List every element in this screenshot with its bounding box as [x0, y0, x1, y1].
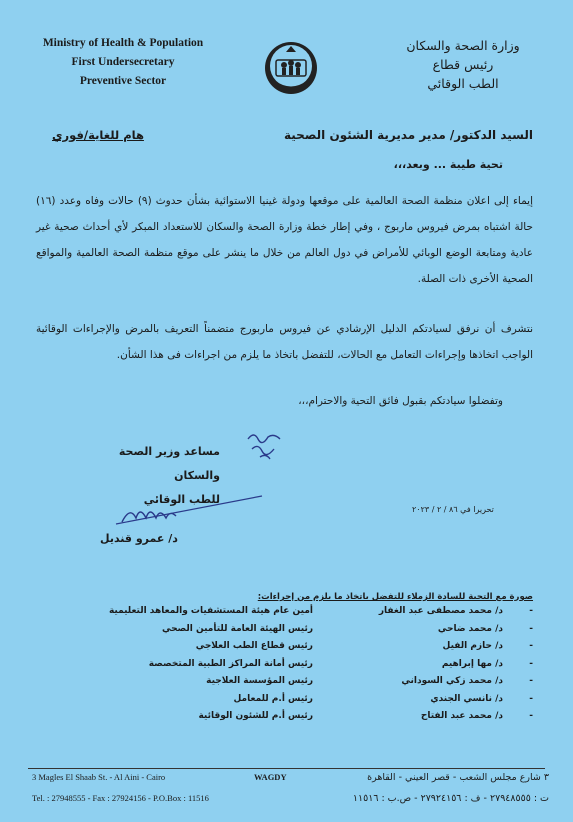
- letter-date: تحريرا في ٨٦ ‏/ ٢ / ٢٠٢٣: [412, 505, 494, 514]
- cc-recipient-name: د/ محمد ضاحي: [437, 623, 503, 634]
- urgency-label: هام للغاية/فوري: [52, 128, 144, 142]
- cc-dash: -: [529, 658, 533, 669]
- cc-recipient-name: د/ محمد مصطفى عبد الغفار: [378, 606, 503, 616]
- body-paragraph-2: نتشرف أن نرفق لسيادتكم الدليل الإرشادي عن فيروس ماربورج متضمناً التعريف بالمرض والإجراءات الوقائية الواجب اتخاذها وإجراءات التعامل مع الحالات، للتفضل باتخاذ ما يلزم من اجراءات فى هذا الشأن.: [36, 323, 533, 361]
- cc-row: [60, 676, 533, 694]
- sector-ar: الطب الوقائي: [427, 76, 499, 91]
- cc-heading: صورة مع التحية للسادة الزملاء للتفضل باتخاذ ما يلزم من إجراءات:: [257, 592, 533, 602]
- cc-dash: -: [529, 623, 533, 634]
- cc-recipient-name: د/ مها إبراهيم: [441, 658, 503, 669]
- cc-recipient-title: رئيس المؤسسة العلاجية: [206, 676, 313, 686]
- cc-recipient-title: أمين عام هيئة المستشفيات والمعاهد التعليمية: [108, 606, 313, 616]
- cc-row: [60, 624, 533, 642]
- cc-recipient-title: رئيس الهيئة العامة للتأمين الصحي: [161, 623, 313, 634]
- typist-initials: WAGDY: [254, 772, 287, 782]
- cc-recipient-title: رئيس أمانة المراكز الطبية المتخصصة: [148, 658, 313, 669]
- cc-recipient-title: رئيس أ.م للشئون الوقائية: [198, 711, 313, 721]
- addressee: السيد الدكتور/ مدير مديرية الشئون الصحية: [284, 128, 533, 142]
- footer-address-ar: ٣ شارع مجلس الشعب - قصر العيني - القاهرة: [367, 772, 549, 783]
- footer-divider: [28, 768, 545, 769]
- signatory-title-line2: للطب الوقائي: [143, 493, 220, 506]
- undersecretary-en: First Undersecretary: [71, 56, 175, 68]
- cc-dash: -: [529, 711, 533, 721]
- signature-icon: [112, 492, 267, 532]
- cc-row: [60, 659, 533, 677]
- footer-address-en: 3 Magles El Shaab St. - Al Aini - Cairo: [32, 772, 166, 782]
- handwritten-initials-icon: [240, 425, 290, 465]
- cc-recipient-name: د/ محمد زكي السوداني: [401, 676, 503, 686]
- cc-recipient-name: د/ نانسي الجندي: [430, 693, 503, 704]
- cc-list: [60, 606, 533, 729]
- cc-recipient-name: د/ محمد عبد الفتاح: [420, 711, 503, 721]
- cc-recipient-title: رئيس أ.م للمعامل: [233, 693, 313, 704]
- cc-row: [60, 711, 533, 729]
- cc-recipient-title: رئيس قطاع الطب العلاجي: [195, 641, 313, 651]
- cc-row: [60, 641, 533, 659]
- undersecretary-ar: رئيس قطاع: [432, 57, 494, 72]
- cc-row: [60, 694, 533, 712]
- cc-dash: -: [529, 693, 533, 704]
- ministry-header-ar: [373, 36, 553, 93]
- ministry-header-en: [18, 34, 228, 91]
- ministry-name-ar: وزارة الصحة والسكان: [406, 38, 520, 53]
- cc-row: [60, 606, 533, 624]
- cc-dash: -: [529, 676, 533, 686]
- closing-line: وتفضلوا سيادتكم بقبول فائق التحية والاحترام،،،: [298, 395, 503, 407]
- cc-dash: -: [529, 641, 533, 651]
- sector-en: Preventive Sector: [79, 75, 167, 87]
- body-paragraph-1: إيماء إلى اعلان منظمة الصحة العالمية على موقعها ودولة غينيا الاستوائية بشأن حدوث (٩) حالات وفاه وعدد (١٦) حالة اشتباه بمرض فيروس ماربوج ، وفي إطار خطة وزارة الصحة والسكان للاستعداد المبكر لأي أحداث صحية غير عادية ومتابعة الوضع الوبائي للأمراض في دول العالم من خلال ما ينشر على موقع منظمة الصحة العالمية والمواقع الصحية الأخرى ذات الصلة.: [36, 195, 533, 285]
- signatory-title-line1: مساعد وزير الصحة والسكان: [118, 445, 220, 482]
- cc-dash: -: [529, 606, 533, 616]
- footer-phone-ar: ت : ٢٧٩٤٨٥٥٥ - ف : ٢٧٩٢٤١٥٦ - ص.ب : ١١٥١٦: [352, 793, 549, 804]
- greeting: تحية طيبة ... وبعد،،،: [393, 158, 503, 171]
- cc-recipient-name: د/ حازم الفيل: [442, 641, 503, 651]
- ministry-name-en: Ministry of Health & Population: [42, 37, 204, 49]
- signatory-name: د/ عمرو قنديل: [100, 532, 178, 545]
- footer-phone-en: Tel. : 27948555 - Fax : 27924156 - P.O.Box : 11516: [32, 793, 209, 803]
- ministry-emblem-icon: [262, 38, 320, 98]
